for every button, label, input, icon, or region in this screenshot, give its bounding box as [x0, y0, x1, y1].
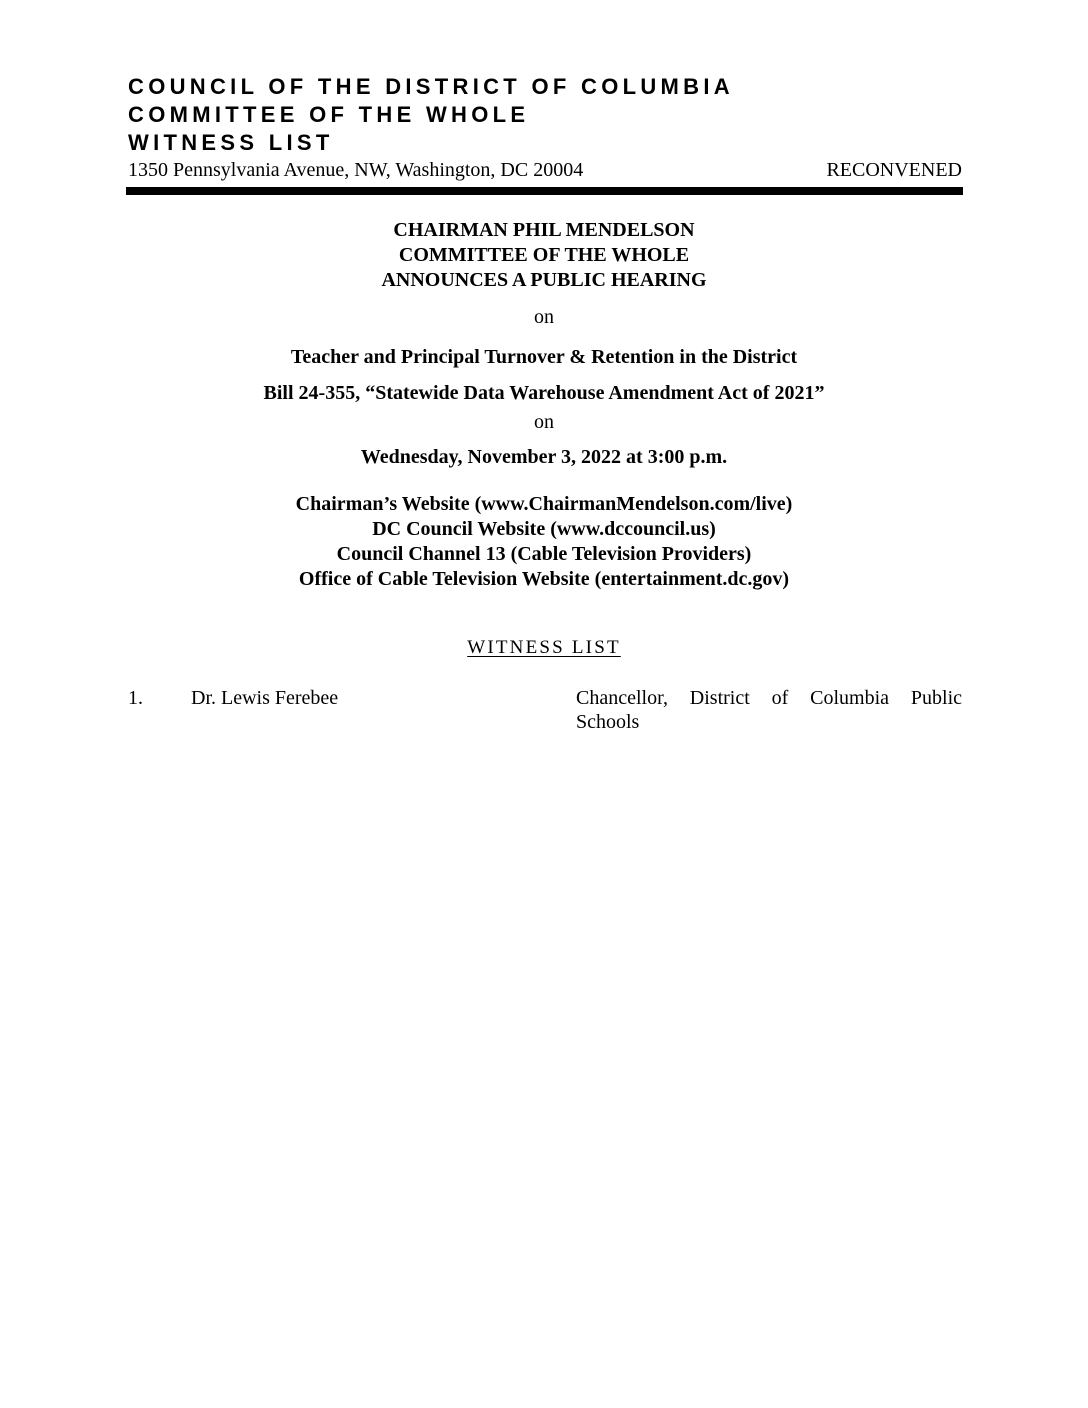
- broadcast-channels: [0, 492, 1088, 592]
- council-name: COUNCIL OF THE DISTRICT OF COLUMBIA: [128, 74, 734, 99]
- status-label: RECONVENED: [826, 159, 962, 181]
- channel-line: Chairman’s Website (www.ChairmanMendelson.com/live): [295, 493, 793, 515]
- witness-list-heading: [0, 636, 1088, 660]
- bill-line: Bill 24-355, “Statewide Data Warehouse Amendment Act of 2021”: [263, 382, 825, 404]
- channel-line: Office of Cable Television Website (entertainment.dc.gov): [298, 568, 790, 590]
- document-type: WITNESS LIST: [128, 130, 334, 155]
- announcement-block: [0, 218, 1088, 293]
- hearing-topics: [0, 339, 1088, 411]
- on-text: on: [534, 411, 554, 433]
- on-text: on: [534, 306, 554, 328]
- chairman-line: CHAIRMAN PHIL MENDELSON: [393, 219, 695, 241]
- channel-line: Council Channel 13 (Cable Television Providers): [336, 543, 752, 565]
- hearing-date: Wednesday, November 3, 2022 at 3:00 p.m.: [360, 446, 728, 468]
- witness-name: Dr. Lewis Ferebee: [191, 687, 339, 709]
- committee-line: COMMITTEE OF THE WHOLE: [398, 244, 690, 266]
- channel-line: DC Council Website (www.dccouncil.us): [372, 518, 716, 540]
- witness-list-heading-text: WITNESS LIST: [467, 637, 621, 658]
- witness-title: Chancellor, District of Columbia Public Schools: [576, 687, 962, 733]
- address: 1350 Pennsylvania Avenue, NW, Washington, DC 20004: [128, 159, 584, 181]
- announces-line: ANNOUNCES A PUBLIC HEARING: [381, 269, 707, 291]
- witness-number: 1.: [128, 687, 143, 709]
- committee-name: COMMITTEE OF THE WHOLE: [128, 102, 530, 127]
- header-rule: [126, 187, 963, 195]
- topic-line: Teacher and Principal Turnover & Retention in the District: [290, 346, 798, 368]
- address-row: [128, 158, 962, 182]
